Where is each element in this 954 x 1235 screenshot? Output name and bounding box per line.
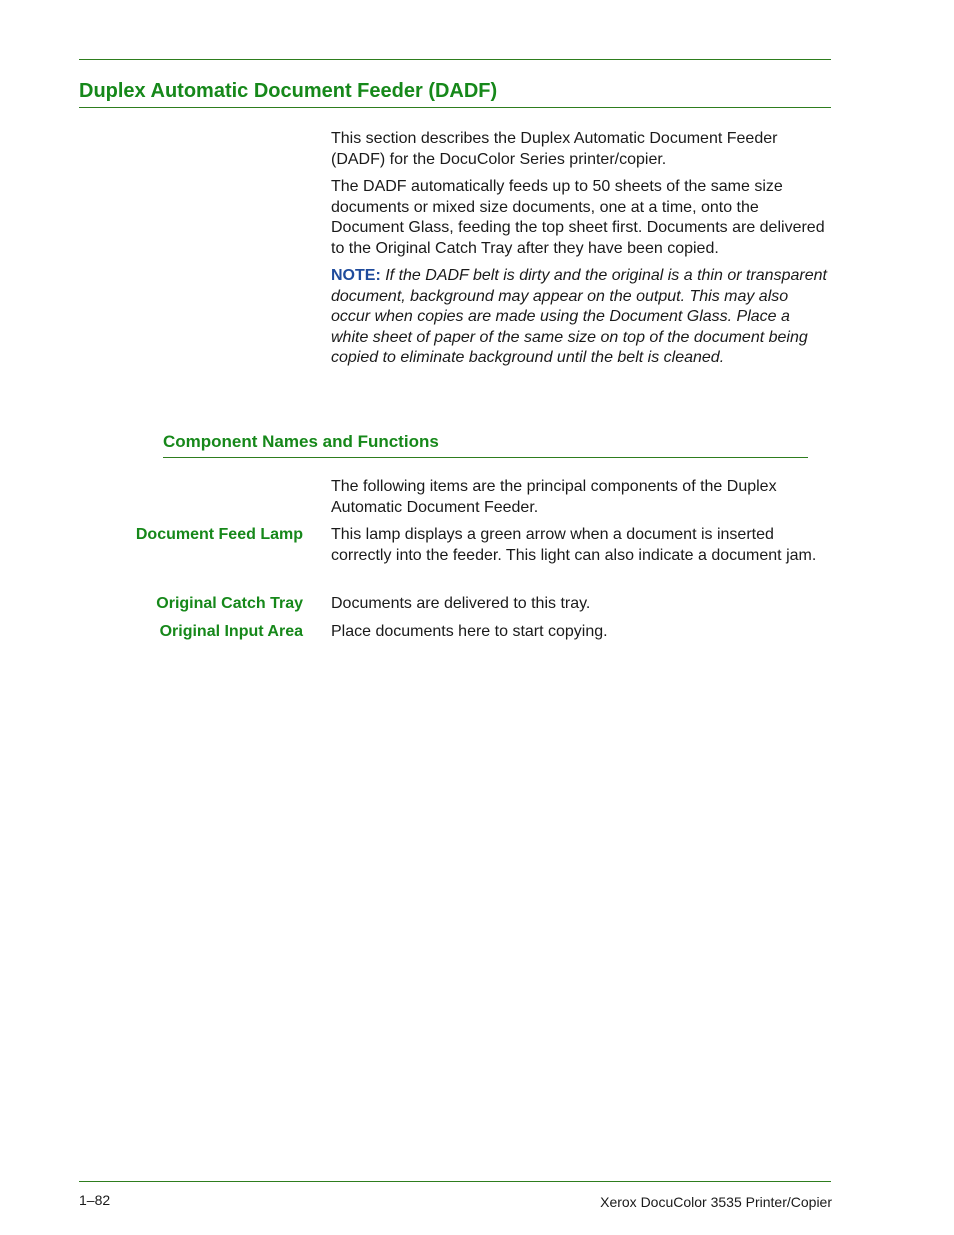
component-term: Original Input Area: [159, 623, 303, 640]
subsection-intro: The following items are the principal components of the Duplex Automatic Document Feeder.: [331, 478, 777, 516]
component-description: This lamp displays a green arrow when a document is inserted correctly into the feeder. This light can also indicate a document jam.: [331, 526, 817, 564]
header-rule: [79, 59, 831, 60]
subsection-title-rule: [163, 457, 808, 458]
page-number: 1–82: [79, 1192, 111, 1208]
section-title: Duplex Automatic Document Feeder (DADF): [79, 80, 498, 102]
intro-paragraph: This section describes the Duplex Automatic Document Feeder (DADF) for the DocuColor Series printer/copier.: [331, 130, 778, 168]
component-term: Original Catch Tray: [156, 595, 303, 612]
note-label: NOTE:: [331, 267, 381, 284]
footer-rule: [79, 1181, 831, 1182]
component-description: Place documents here to start copying.: [331, 623, 608, 640]
component-term: Document Feed Lamp: [135, 526, 303, 543]
note-text: If the DADF belt is dirty and the original is a thin or transparent document, background may appear on the output. This may also occur when copies are made using the Document Glass. Place a white sheet of paper of the same size on top of the document being copied to eliminate background until the belt is cleaned.: [331, 267, 827, 366]
section-title-rule: [79, 107, 831, 108]
product-name: Xerox DocuColor 3535 Printer/Copier: [600, 1194, 832, 1210]
note-paragraph: [331, 266, 831, 369]
component-description: Documents are delivered to this tray.: [331, 595, 591, 612]
intro-paragraph: The DADF automatically feeds up to 50 sheets of the same size documents or mixed size documents, one at a time, onto the Document Glass, feeding the top sheet first. Documents are delivered to the Original Catch Tray after they have been copied.: [331, 178, 825, 257]
subsection-title: Component Names and Functions: [163, 432, 439, 451]
